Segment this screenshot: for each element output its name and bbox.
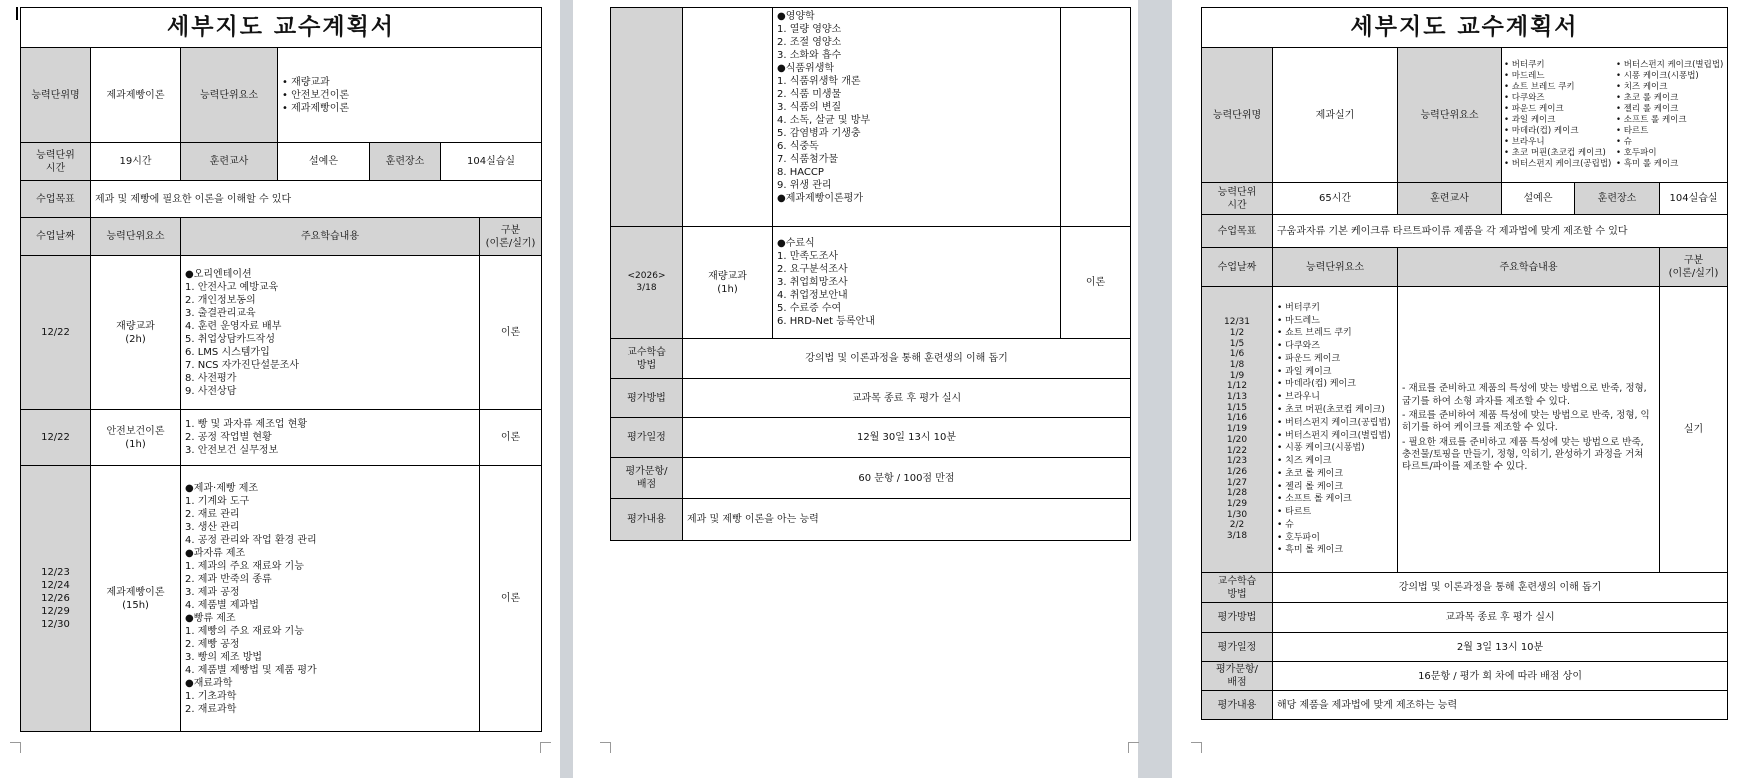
list-item: 1. 안전사고 예방교육 [185, 281, 279, 293]
list-item: • 제과제빵이론 [282, 102, 537, 115]
unit-elements-label: 능력단위요소 [181, 48, 278, 143]
unit-name-value: 제과제빵이론 [91, 48, 181, 143]
list-item: • 슈 [1616, 137, 1725, 148]
list-item: 1. 식품위생학 개론 [777, 76, 861, 87]
list-item: 4. 제품별 제과법 [185, 599, 259, 611]
unit-elements-label: 능력단위요소 [1398, 48, 1502, 183]
document-page-3 [1172, 0, 1759, 778]
list-item: 1. 기계와 도구 [185, 495, 250, 507]
row-element: 제과제빵이론 (15h) [91, 466, 181, 732]
list-item: • 타르트 [1616, 126, 1725, 137]
section-heading: ● 수료식 [777, 237, 1056, 250]
list-item: • 버터스펀지 케이크(공립법) [1277, 417, 1393, 430]
content-paragraph: - 재료를 준비하고 제품의 특성에 맞는 방법으로 반죽, 정형, 굽기를 하여 소형 과자를 제조할 수 있다. [1402, 383, 1647, 407]
corner-mark [1191, 742, 1202, 753]
section-heading: ● 제과·제빵 제조 [185, 482, 475, 495]
hours-value: 19시간 [91, 143, 181, 181]
content-list [185, 482, 475, 716]
place-value: 104실습실 [441, 143, 542, 181]
section-heading: ● 과자류 제조 [185, 547, 475, 560]
list-item: 3. 식품의 변질 [777, 102, 842, 113]
list-item: 8. HACCP [777, 167, 824, 178]
row-element: 안전보건이론 (1h) [91, 410, 181, 466]
row-content [181, 256, 480, 410]
list-item: • 젤리 롤 케이크 [1277, 481, 1393, 494]
place-value: 104실습실 [1660, 183, 1728, 215]
list-item: • 파운드 케이크 [1277, 353, 1393, 366]
header-element: 능력단위요소 [91, 218, 181, 256]
list-item: • 안전보건이론 [282, 89, 537, 102]
document-page-2 [573, 0, 1138, 778]
list-item: • 브라우니 [1277, 391, 1393, 404]
list-item: • 다쿠와즈 [1504, 93, 1616, 104]
list-item: 1. 기초과학 [185, 690, 237, 702]
list-item: • 소프트 롤 케이크 [1277, 493, 1393, 506]
header-content: 주요학습내용 [181, 218, 480, 256]
list-item: 2. 재료과학 [185, 703, 237, 715]
eval-content-label: 평가내용 [611, 499, 683, 541]
list-item: 2. 재료 관리 [185, 508, 240, 520]
method-value: 강의법 및 이론과정을 통해 훈련생의 이해 돕기 [683, 339, 1131, 379]
teacher-value: 설예은 [278, 143, 370, 181]
eval-content-value: 해당 제품을 제과법에 맞게 제조하는 능력 [1273, 691, 1728, 720]
list-item: • 버터쿠키 [1504, 60, 1616, 71]
list-item: 4. 훈련 운영자료 배부 [185, 320, 282, 332]
goal-label: 수업목표 [21, 181, 91, 218]
content-list [777, 237, 1056, 328]
table-row [1202, 287, 1728, 573]
teacher-value: 설예은 [1502, 183, 1575, 215]
list-item: • 치즈 케이크 [1616, 82, 1725, 93]
row-date [611, 8, 683, 227]
list-item: • 슈 [1277, 519, 1393, 532]
list-item: 5. 감염병과 기생충 [777, 128, 861, 139]
hours-label: 능력단위 시간 [1202, 183, 1273, 215]
eval-date-label: 평가일정 [1202, 633, 1273, 662]
row-date: <2026> 3/18 [611, 227, 683, 339]
content-list [777, 10, 1056, 205]
list-item: • 타르트 [1277, 506, 1393, 519]
method-value: 강의법 및 이론과정을 통해 훈련생의 이해 돕기 [1273, 573, 1728, 603]
list-item: • 과일 케이크 [1277, 366, 1393, 379]
row-content [181, 466, 480, 732]
page-title: 세부지도 교수계획서 [21, 8, 542, 48]
list-item: 2. 요구분석조사 [777, 264, 848, 275]
row-elements [1273, 287, 1398, 573]
eval-items-value: 60 문항 / 100점 만점 [683, 458, 1131, 499]
row-date: 12/22 [21, 410, 91, 466]
lesson-plan-table-3 [1201, 7, 1728, 720]
table-row [611, 8, 1131, 227]
row-type: 실기 [1660, 287, 1728, 573]
list-item: • 초코 머핀(초코컵 케이크) [1504, 148, 1616, 159]
list-item: • 흑미 롤 케이크 [1277, 544, 1393, 557]
text-cursor [16, 7, 18, 20]
content-list [1402, 383, 1655, 473]
list-item: • 쇼트 브레드 쿠키 [1504, 82, 1616, 93]
list-item: • 버터쿠키 [1277, 302, 1393, 315]
place-label: 훈련장소 [1575, 183, 1660, 215]
row-type [1061, 8, 1131, 227]
section-heading: ● 제과제빵이론평가 [777, 192, 1056, 205]
table-row [21, 256, 542, 410]
list-item: 1. 열량 영양소 [777, 24, 842, 35]
list-item: • 흑미 롤 케이크 [1616, 159, 1725, 170]
list-item: 2. 개인정보동의 [185, 294, 256, 306]
row-type: 이론 [480, 256, 542, 410]
eval-date-value: 2월 3일 13시 10분 [1273, 633, 1728, 662]
content-paragraph: - 재료를 준비하여 제품 특성에 맞는 방법으로 반죽, 정형, 익히기를 하여 케이크를 제조할 수 있다. [1402, 409, 1650, 434]
eval-date-label: 평가일정 [611, 418, 683, 458]
list-item: 4. 소독, 살균 및 방부 [777, 115, 871, 126]
section-heading: ● 영양학 [777, 10, 1056, 23]
lesson-plan-table-2 [610, 7, 1131, 541]
list-item: 3. 소화와 흡수 [777, 50, 842, 61]
goal-value: 제과 및 제빵에 필요한 이론을 이해할 수 있다 [91, 181, 542, 218]
list-item: 6. LMS 시스템가입 [185, 346, 270, 358]
list-item: • 초코 롤 케이크 [1277, 468, 1393, 481]
row-dates: 12/31 1/2 1/5 1/6 1/8 1/9 1/12 1/13 1/15 1/16 1/19 1/20 1/22 1/23 1/26 1/27 1/28 1/29 1/30 2/2 3/18 [1202, 287, 1273, 573]
eval-content-label: 평가내용 [1202, 691, 1273, 720]
row-content [181, 410, 480, 466]
list-item: 5. 수료증 수여 [777, 303, 842, 314]
list-item: 4. 취업정보안내 [777, 290, 848, 301]
unit-elements-list [282, 76, 537, 115]
eval-items-value: 16문항 / 평가 회 차에 따라 배점 상이 [1273, 662, 1728, 691]
hours-label: 능력단위 시간 [21, 143, 91, 181]
eval-items-label: 평가문항/ 배점 [611, 458, 683, 499]
corner-mark [600, 742, 611, 753]
list-item: 3. 제과 공정 [185, 586, 240, 598]
list-item: • 호두파이 [1277, 532, 1393, 545]
page-title: 세부지도 교수계획서 [1202, 8, 1728, 48]
content-list [185, 418, 475, 457]
row-element: 재량교과 (1h) [683, 227, 773, 339]
content-paragraph: - 필요한 재료를 준비하고 제품 특성에 맞는 방법으로 반죽, 충전물/토핑을 만들기, 정형, 익히기, 완성하기 과정을 거쳐 타르트/파이를 제조할 수 있다. [1402, 436, 1644, 473]
corner-mark [540, 742, 551, 753]
list-item: 1. 제과의 주요 재료와 기능 [185, 560, 304, 572]
eval-method-value: 교과목 종료 후 평가 실시 [683, 379, 1131, 418]
row-content [773, 227, 1061, 339]
row-type: 이론 [480, 466, 542, 732]
unit-elements-list [1616, 60, 1725, 170]
list-item: • 시퐁 케이크(시퐁법) [1616, 71, 1725, 82]
list-item: 7. NCS 자가진단설문조사 [185, 359, 299, 371]
elements-list [1277, 302, 1393, 557]
header-content: 주요학습내용 [1398, 248, 1660, 287]
list-item: • 마데라(컵) 케이크 [1504, 126, 1616, 137]
list-item: 1. 빵 및 과자류 제조업 현황 [185, 419, 308, 430]
hours-value: 65시간 [1273, 183, 1398, 215]
header-type: 구분 (이론/실기) [480, 218, 542, 256]
section-heading: ● 빵류 제조 [185, 612, 475, 625]
list-item: 5. 취업상담카드작성 [185, 333, 275, 345]
row-type: 이론 [480, 410, 542, 466]
list-item: • 초코 머핀(초코컵 케이크) [1277, 404, 1393, 417]
list-item: • 마드레느 [1504, 71, 1616, 82]
list-item: • 소프트 롤 케이크 [1616, 115, 1725, 126]
table-row [611, 227, 1131, 339]
eval-date-value: 12월 30일 13시 10분 [683, 418, 1131, 458]
header-date: 수업날짜 [21, 218, 91, 256]
list-item: • 다쿠와즈 [1277, 340, 1393, 353]
list-item: • 버터스펀지 케이크(별립법) [1277, 430, 1393, 443]
unit-elements-cell [1502, 48, 1728, 183]
goal-label: 수업목표 [1202, 215, 1273, 248]
list-item: 3. 취업희망조사 [777, 277, 848, 288]
header-date: 수업날짜 [1202, 248, 1273, 287]
list-item: 6. 식중독 [777, 141, 819, 152]
header-element: 능력단위요소 [1273, 248, 1398, 287]
list-item: 4. 제품별 제빵법 및 제품 평가 [185, 664, 317, 676]
list-item: 6. HRD-Net 등록안내 [777, 316, 875, 327]
corner-mark [10, 742, 21, 753]
lesson-plan-table-1 [20, 7, 542, 732]
list-item: 3. 안전보건 실무정보 [185, 445, 279, 456]
unit-name-label: 능력단위명 [1202, 48, 1273, 183]
list-item: • 젤리 롤 케이크 [1616, 104, 1725, 115]
list-item: • 재량교과 [282, 76, 537, 89]
teacher-label: 훈련교사 [181, 143, 278, 181]
content-list [185, 268, 475, 398]
document-page-1 [0, 0, 560, 778]
teacher-label: 훈련교사 [1398, 183, 1502, 215]
unit-elements-cell [278, 48, 542, 143]
row-date: 12/22 [21, 256, 91, 410]
section-heading: ● 식품위생학 [777, 62, 1056, 75]
list-item: 8. 사전평가 [185, 372, 237, 384]
unit-elements-list [1504, 60, 1616, 170]
list-item: • 초코 롤 케이크 [1616, 93, 1725, 104]
eval-items-label: 평가문항/ 배점 [1202, 662, 1273, 691]
row-element [683, 8, 773, 227]
method-label: 교수학습 방법 [611, 339, 683, 379]
list-item: 1. 만족도조사 [777, 251, 839, 262]
list-item: • 마데라(컵) 케이크 [1277, 378, 1393, 391]
list-item: 3. 출결관리교육 [185, 307, 256, 319]
unit-name-label: 능력단위명 [21, 48, 91, 143]
list-item: 2. 식품 미생물 [777, 89, 842, 100]
goal-value: 구움과자류 기본 케이크류 타르트파이류 제품을 각 제과법에 맞게 제조할 수 있다 [1273, 215, 1728, 248]
list-item: 9. 사전상담 [185, 385, 237, 397]
list-item: • 파운드 케이크 [1504, 104, 1616, 115]
list-item: 2. 제빵 공정 [185, 638, 240, 650]
corner-mark [1128, 742, 1139, 753]
header-type: 구분 (이론/실기) [1660, 248, 1728, 287]
table-row [21, 466, 542, 732]
list-item: • 시퐁 케이크(시퐁법) [1277, 442, 1393, 455]
method-label: 교수학습 방법 [1202, 573, 1273, 603]
list-item: 7. 식품첨가물 [777, 154, 839, 165]
list-item: • 마드레느 [1277, 315, 1393, 328]
list-item: • 호두파이 [1616, 148, 1725, 159]
section-heading: ● 오리엔테이션 [185, 268, 475, 281]
list-item: 4. 공정 관리와 작업 환경 관리 [185, 534, 317, 546]
list-item: • 과일 케이크 [1504, 115, 1616, 126]
list-item: 1. 제빵의 주요 재료와 기능 [185, 625, 304, 637]
list-item: • 버터스펀지 케이크(공립법) [1504, 159, 1616, 170]
eval-method-value: 교과목 종료 후 평가 실시 [1273, 603, 1728, 633]
list-item: 9. 위생 관리 [777, 180, 832, 191]
list-item: 2. 제과 반죽의 종류 [185, 573, 272, 585]
unit-name-value: 제과실기 [1273, 48, 1398, 183]
row-content [773, 8, 1061, 227]
list-item: 2. 조절 영양소 [777, 37, 842, 48]
place-label: 훈련장소 [370, 143, 441, 181]
eval-method-label: 평가방법 [1202, 603, 1273, 633]
list-item: • 쇼트 브레드 쿠키 [1277, 327, 1393, 340]
section-heading: ● 재료과학 [185, 677, 475, 690]
row-content [1398, 287, 1660, 573]
list-item: 3. 생산 관리 [185, 521, 240, 533]
row-type: 이론 [1061, 227, 1131, 339]
list-item: • 브라우니 [1504, 137, 1616, 148]
eval-method-label: 평가방법 [611, 379, 683, 418]
list-item: • 치즈 케이크 [1277, 455, 1393, 468]
table-row [21, 410, 542, 466]
eval-content-value: 제과 및 제빵 이론을 아는 능력 [683, 499, 1131, 541]
row-element: 재량교과 (2h) [91, 256, 181, 410]
list-item: • 버터스펀지 케이크(별립법) [1616, 60, 1725, 71]
list-item: 3. 빵의 제조 방법 [185, 651, 263, 663]
row-date: 12/23 12/24 12/26 12/29 12/30 [21, 466, 91, 732]
list-item: 2. 공정 작업별 현황 [185, 432, 272, 443]
